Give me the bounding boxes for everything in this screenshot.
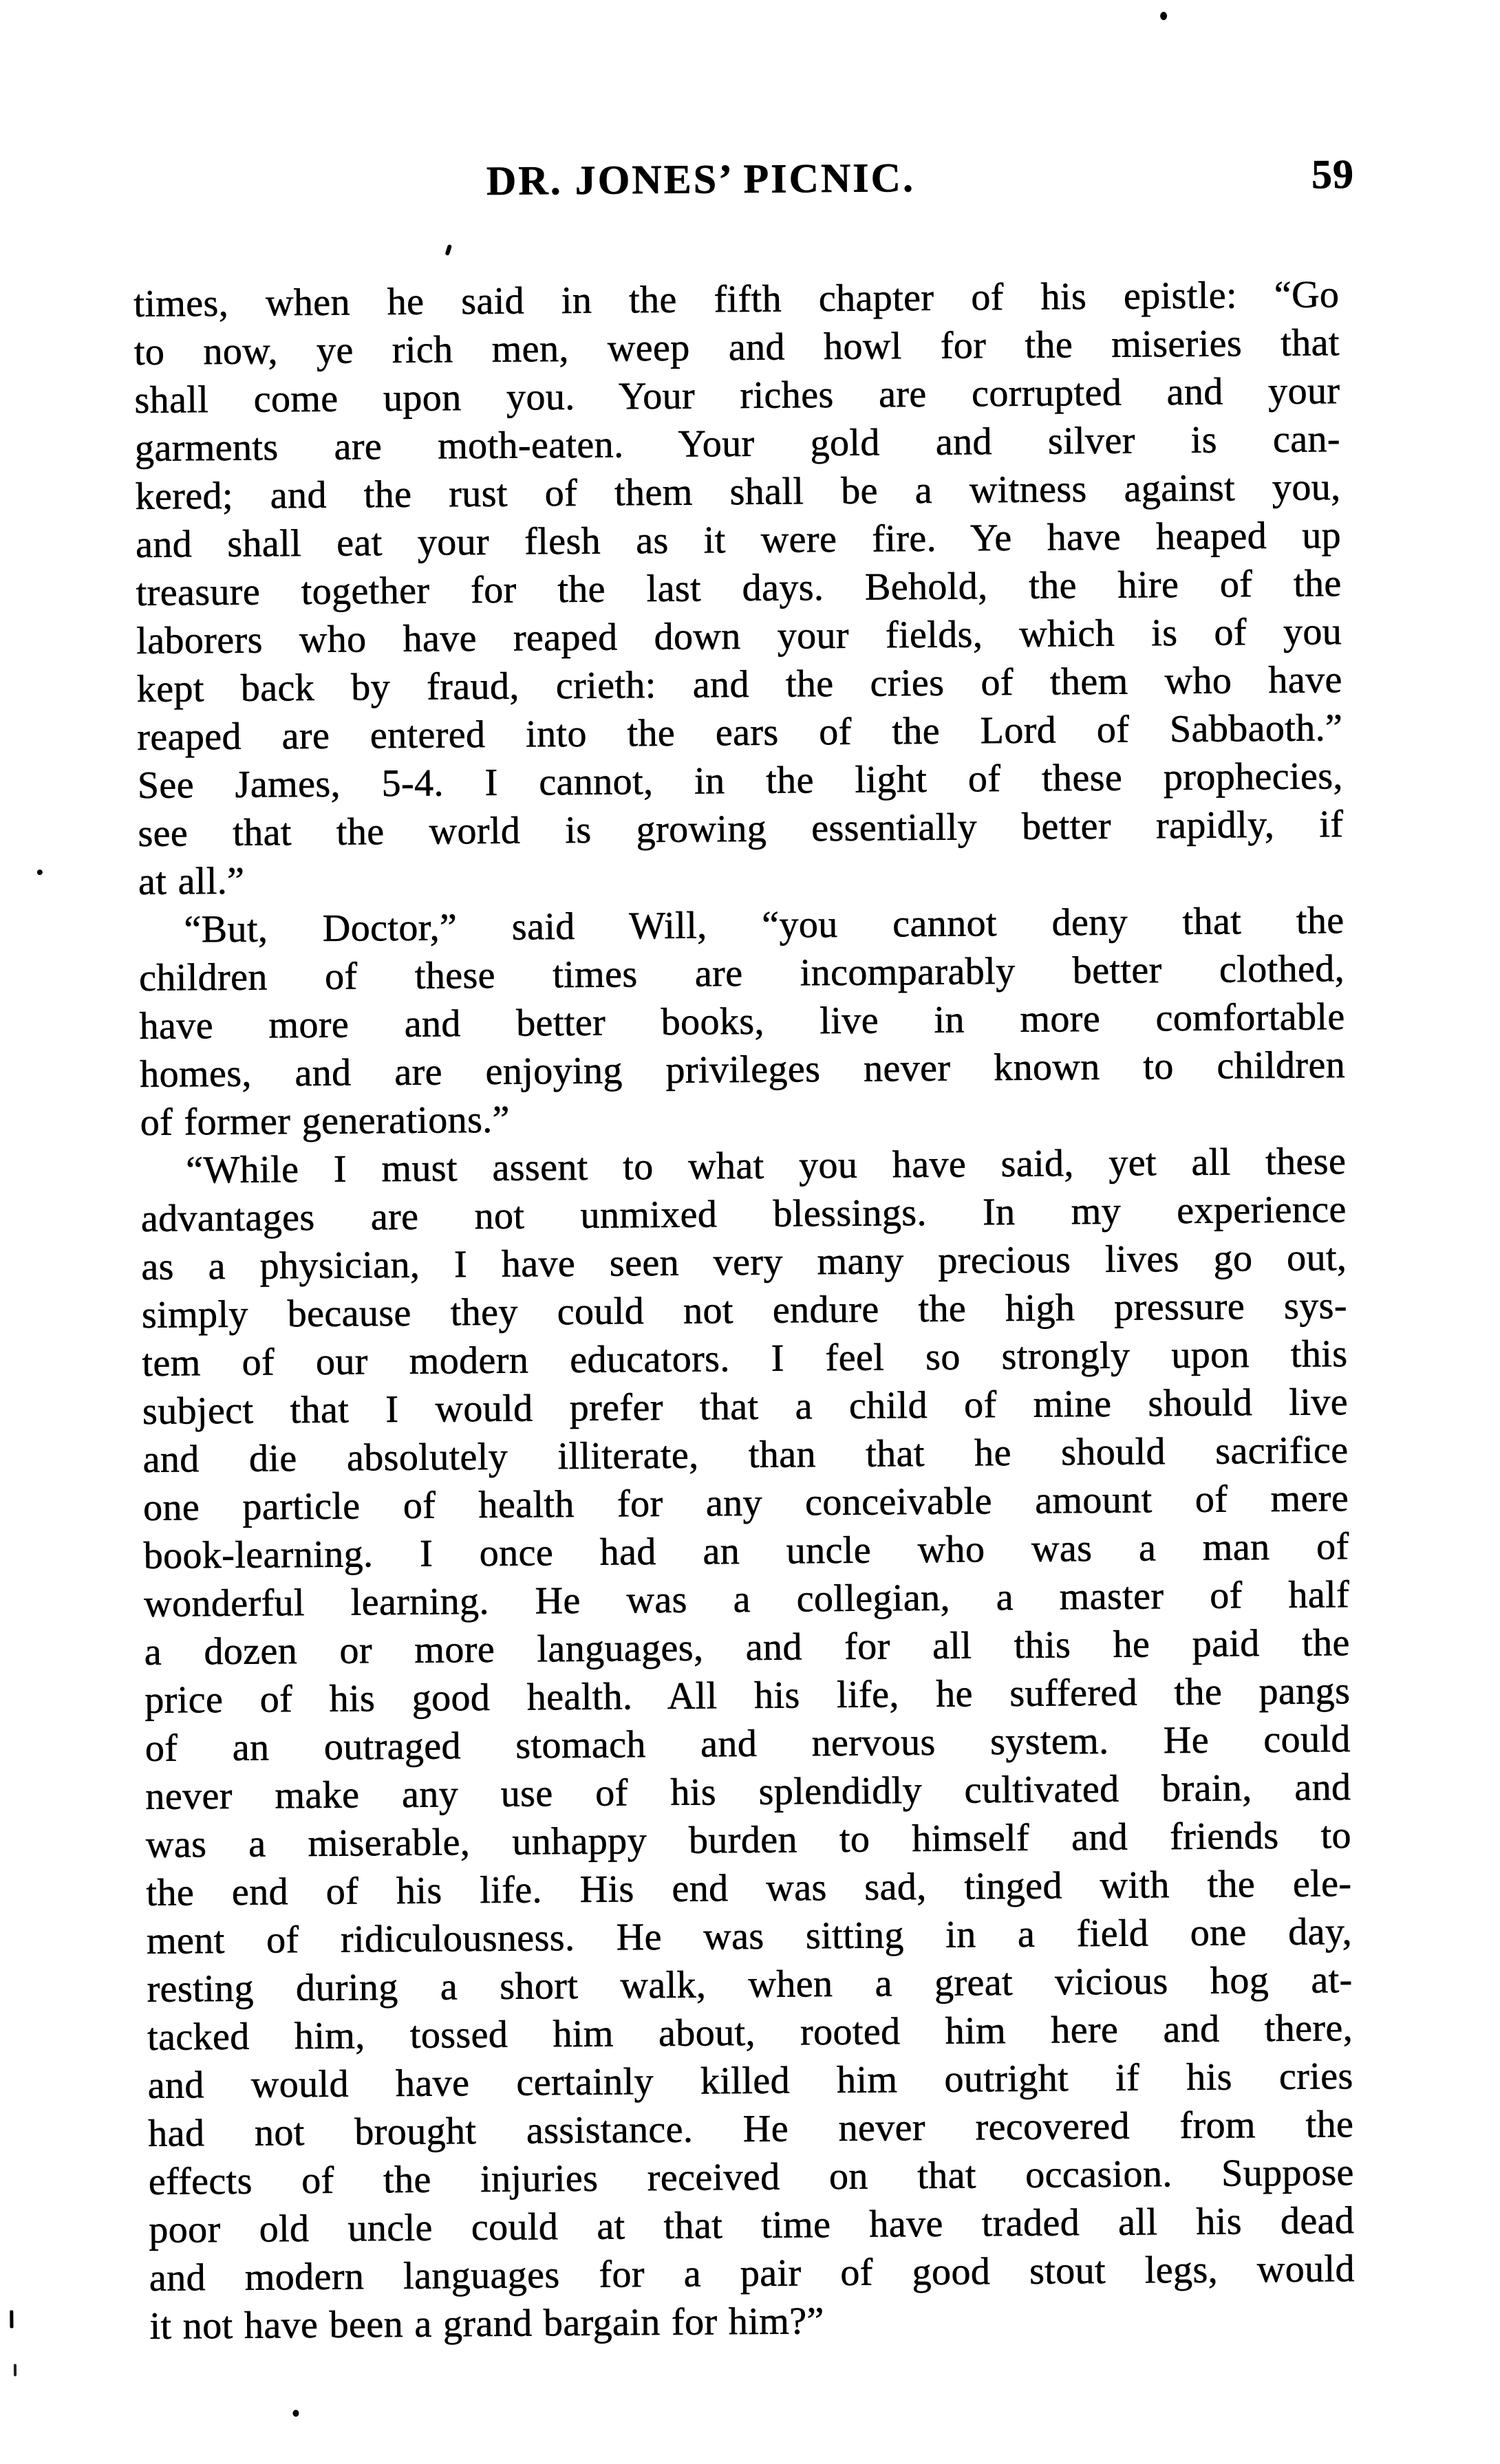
ink-speck: [292, 2410, 299, 2417]
text-line: have more and better books, live in more comfortable: [139, 995, 1345, 1048]
text-line: reaped are entered into the ears of the Lord of Sabbaoth.”: [137, 706, 1343, 759]
text-line: “While I must assent to what you have said, yet all these: [186, 1140, 1347, 1192]
text-line: simply because they could not endure the high pressure sys-: [141, 1284, 1348, 1337]
text-line: as a physician, I have seen very many precious lives go out,: [141, 1236, 1347, 1288]
running-head-title: DR. JONES’ PICNIC.: [486, 155, 916, 204]
text-line: the end of his life. His end was sad, tinged with the ele-: [146, 1862, 1352, 1914]
text-line: subject that I would prefer that a child of mine should live: [142, 1381, 1349, 1433]
text-line: resting during a short walk, when a great vicious hog at-: [147, 1958, 1353, 2011]
running-head: [133, 149, 1355, 208]
ink-speck: [10, 2310, 13, 2328]
text-line: at all.”: [138, 859, 245, 903]
ink-speck: [37, 869, 43, 875]
ink-speck: [445, 244, 453, 256]
text-line: see that the world is growing essentially better rapidly, if: [138, 803, 1344, 855]
text-line: effects of the injuries received on that occasion. Suppose: [148, 2151, 1355, 2203]
text-line: tem of our modern educators. I feel so strongly upon this: [142, 1332, 1348, 1385]
paragraph: [133, 270, 1344, 906]
body-text: [133, 270, 1356, 2350]
text-line: of an outraged stomach and nervous system. He could: [144, 1718, 1351, 1770]
text-line: homes, and are enjoying privileges never known to children: [139, 1044, 1346, 1096]
text-line: price of his good health. All his life, he suffered the pangs: [144, 1669, 1351, 1722]
text-line: and would have certainly killed him outright if his cries: [147, 2055, 1353, 2107]
text-line: poor old uncle could at that time have traded all his dead: [149, 2199, 1355, 2251]
text-line: one particle of health for any conceivable amount of mere: [142, 1477, 1349, 1529]
text-line: was a miserable, unhappy burden to himself and friends to: [145, 1814, 1352, 1866]
text-line: wonderful learning. He was a collegian, a master of half: [143, 1573, 1350, 1625]
text-line: kered; and the rust of them shall be a witness against you,: [135, 466, 1341, 518]
text-line: and modern languages for a pair of good stout legs, would: [149, 2247, 1356, 2300]
text-line: never make any use of his splendidly cultivated brain, and: [145, 1766, 1351, 1818]
text-line: tacked him, tossed him about, rooted him here and there,: [147, 2007, 1353, 2059]
text-line: treasure together for the last days. Behold, the hire of the: [136, 562, 1342, 614]
page-number: 59: [1311, 151, 1355, 197]
text-line: children of these times are incomparably better clothed,: [138, 947, 1345, 999]
text-line: laborers who have reaped down your fields, which is of you: [136, 610, 1342, 662]
text-line: “But, Doctor,” said Will, “you cannot deny that the: [184, 899, 1344, 951]
text-line: book-learning. I once had an uncle who was a man of: [143, 1525, 1349, 1577]
text-line: it not have been a grand bargain for him?”: [149, 2300, 824, 2348]
ink-speck: [1160, 12, 1167, 20]
text-line: shall come upon you. Your riches are corrupted and your: [134, 369, 1340, 422]
text-line: kept back by fraud, crieth: and the cries of them who have: [136, 658, 1342, 711]
text-line: to now, ye rich men, weep and howl for the miseries that: [133, 321, 1340, 374]
paragraph: [140, 1137, 1356, 2350]
text-line: times, when he said in the fifth chapter of his epistle: “Go: [133, 273, 1340, 325]
text-line: garments are moth-eaten. Your gold and silver is can-: [134, 418, 1341, 470]
text-line: of former generations.”: [140, 1098, 511, 1144]
text-line: ment of ridiculousness. He was sitting in a field one day,: [146, 1910, 1353, 1963]
text-line: and shall eat your flesh as it were fire. Ye have heaped up: [135, 514, 1342, 566]
paragraph: [138, 896, 1346, 1147]
text-line: advantages are not unmixed blessings. In my experience: [140, 1188, 1347, 1240]
text-line: and die absolutely illiterate, than that he should sacrifice: [142, 1429, 1349, 1481]
text-line: See James, 5-4. I cannot, in the light of these prophecies,: [137, 755, 1344, 807]
ink-speck: [14, 2364, 17, 2376]
text-line: a dozen or more languages, and for all this he paid the: [144, 1621, 1350, 1674]
text-line: had not brought assistance. He never recovered from the: [148, 2103, 1354, 2155]
